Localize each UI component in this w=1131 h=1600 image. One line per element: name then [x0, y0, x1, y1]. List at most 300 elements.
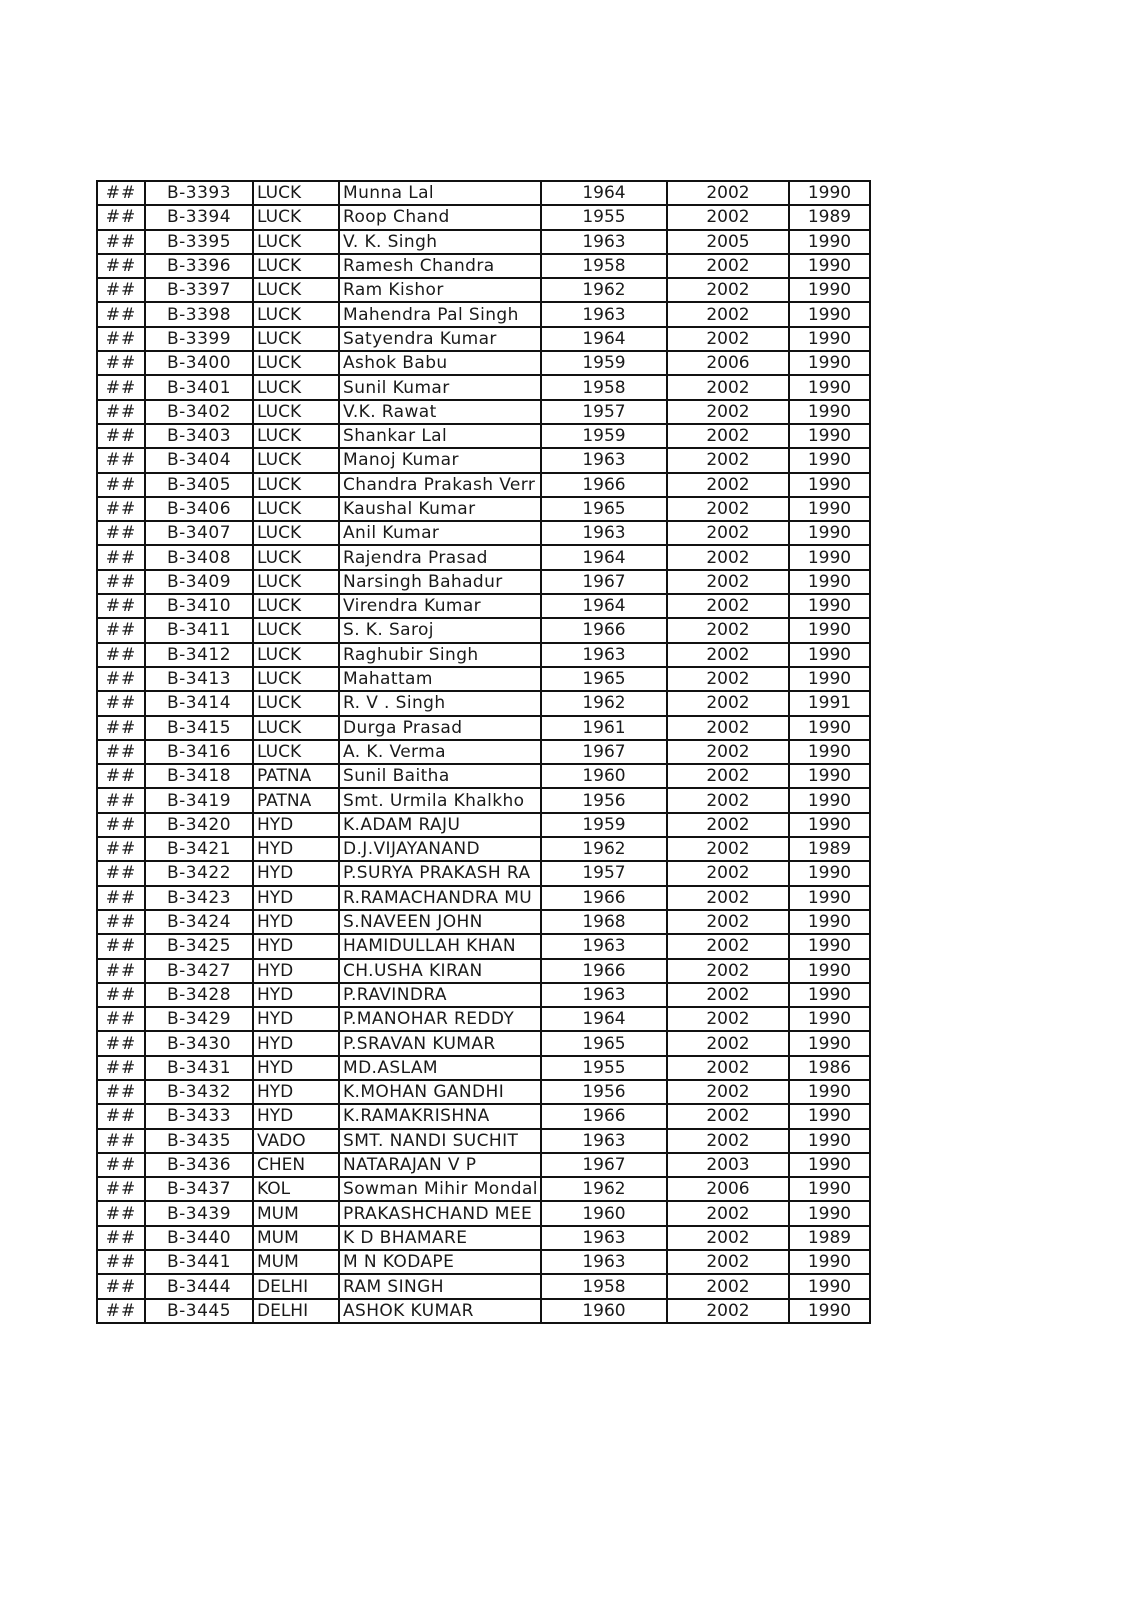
- row-marker: ##: [97, 473, 145, 497]
- year-cell: 2002: [667, 764, 789, 788]
- record-code: B-3416: [145, 740, 253, 764]
- table-row: [97, 1274, 870, 1298]
- year-cell: 1990: [789, 1129, 870, 1153]
- year-cell: 1966: [541, 473, 667, 497]
- year-cell: 2002: [667, 643, 789, 667]
- name-cell: K.RAMAKRISHNA: [339, 1104, 541, 1128]
- row-marker: ##: [97, 1031, 145, 1055]
- city-cell: LUCK: [253, 667, 339, 691]
- year-cell: 1958: [541, 254, 667, 278]
- row-marker: ##: [97, 1007, 145, 1031]
- year-cell: 2002: [667, 618, 789, 642]
- table-row: [97, 327, 870, 351]
- table-row: [97, 837, 870, 861]
- name-cell: Chandra Prakash Verr: [339, 473, 541, 497]
- city-cell: HYD: [253, 1104, 339, 1128]
- year-cell: 2002: [667, 788, 789, 812]
- name-cell: NATARAJAN V P: [339, 1153, 541, 1177]
- name-cell: Ramesh Chandra: [339, 254, 541, 278]
- record-code: B-3398: [145, 302, 253, 326]
- year-cell: 1990: [789, 594, 870, 618]
- city-cell: LUCK: [253, 181, 339, 205]
- year-cell: 1963: [541, 1226, 667, 1250]
- record-code: B-3404: [145, 448, 253, 472]
- name-cell: Manoj Kumar: [339, 448, 541, 472]
- city-cell: LUCK: [253, 400, 339, 424]
- table-row: [97, 959, 870, 983]
- record-code: B-3436: [145, 1153, 253, 1177]
- row-marker: ##: [97, 181, 145, 205]
- data-table: [96, 180, 871, 1324]
- name-cell: Kaushal Kumar: [339, 497, 541, 521]
- city-cell: LUCK: [253, 570, 339, 594]
- year-cell: 1990: [789, 545, 870, 569]
- row-marker: ##: [97, 691, 145, 715]
- year-cell: 1990: [789, 861, 870, 885]
- city-cell: HYD: [253, 1056, 339, 1080]
- row-marker: ##: [97, 230, 145, 254]
- year-cell: 2003: [667, 1153, 789, 1177]
- name-cell: CH.USHA KIRAN: [339, 959, 541, 983]
- row-marker: ##: [97, 910, 145, 934]
- record-code: B-3415: [145, 716, 253, 740]
- record-code: B-3393: [145, 181, 253, 205]
- year-cell: 2002: [667, 594, 789, 618]
- row-marker: ##: [97, 788, 145, 812]
- year-cell: 1990: [789, 910, 870, 934]
- name-cell: Ashok Babu: [339, 351, 541, 375]
- record-code: B-3409: [145, 570, 253, 594]
- name-cell: S.NAVEEN JOHN: [339, 910, 541, 934]
- table-row: [97, 788, 870, 812]
- row-marker: ##: [97, 570, 145, 594]
- year-cell: 1962: [541, 691, 667, 715]
- year-cell: 1990: [789, 1274, 870, 1298]
- record-code: B-3402: [145, 400, 253, 424]
- year-cell: 1990: [789, 1031, 870, 1055]
- row-marker: ##: [97, 327, 145, 351]
- year-cell: 1963: [541, 643, 667, 667]
- table-row: [97, 545, 870, 569]
- year-cell: 2002: [667, 740, 789, 764]
- year-cell: 1990: [789, 424, 870, 448]
- table-row: [97, 375, 870, 399]
- name-cell: Ram Kishor: [339, 278, 541, 302]
- year-cell: 2002: [667, 327, 789, 351]
- year-cell: 1962: [541, 278, 667, 302]
- year-cell: 2002: [667, 667, 789, 691]
- table-row: [97, 934, 870, 958]
- year-cell: 1990: [789, 983, 870, 1007]
- name-cell: PRAKASHCHAND MEE: [339, 1201, 541, 1225]
- year-cell: 2002: [667, 545, 789, 569]
- record-code: B-3394: [145, 205, 253, 229]
- name-cell: ASHOK KUMAR: [339, 1299, 541, 1323]
- record-code: B-3412: [145, 643, 253, 667]
- name-cell: R.RAMACHANDRA MU: [339, 886, 541, 910]
- table-row: [97, 1007, 870, 1031]
- record-code: B-3432: [145, 1080, 253, 1104]
- year-cell: 1955: [541, 205, 667, 229]
- year-cell: 1963: [541, 448, 667, 472]
- name-cell: K.MOHAN GANDHI: [339, 1080, 541, 1104]
- name-cell: P.MANOHAR REDDY: [339, 1007, 541, 1031]
- name-cell: P.SURYA PRAKASH RA: [339, 861, 541, 885]
- year-cell: 1990: [789, 813, 870, 837]
- year-cell: 1964: [541, 181, 667, 205]
- year-cell: 2002: [667, 1104, 789, 1128]
- year-cell: 1990: [789, 181, 870, 205]
- year-cell: 1990: [789, 764, 870, 788]
- row-marker: ##: [97, 1056, 145, 1080]
- table-row: [97, 1226, 870, 1250]
- city-cell: DELHI: [253, 1299, 339, 1323]
- table-row: [97, 691, 870, 715]
- year-cell: 1991: [789, 691, 870, 715]
- year-cell: 1990: [789, 740, 870, 764]
- record-code: B-3408: [145, 545, 253, 569]
- name-cell: M N KODAPE: [339, 1250, 541, 1274]
- year-cell: 2002: [667, 1080, 789, 1104]
- record-code: B-3444: [145, 1274, 253, 1298]
- year-cell: 1990: [789, 1250, 870, 1274]
- record-code: B-3401: [145, 375, 253, 399]
- table-row: [97, 351, 870, 375]
- name-cell: Sunil Kumar: [339, 375, 541, 399]
- row-marker: ##: [97, 959, 145, 983]
- table-row: [97, 1201, 870, 1225]
- table-row: [97, 254, 870, 278]
- record-code: B-3405: [145, 473, 253, 497]
- year-cell: 1957: [541, 861, 667, 885]
- city-cell: LUCK: [253, 327, 339, 351]
- year-cell: 2002: [667, 716, 789, 740]
- year-cell: 1966: [541, 959, 667, 983]
- year-cell: 1963: [541, 1129, 667, 1153]
- city-cell: CHEN: [253, 1153, 339, 1177]
- table-row: [97, 643, 870, 667]
- row-marker: ##: [97, 740, 145, 764]
- year-cell: 1989: [789, 1226, 870, 1250]
- name-cell: RAM SINGH: [339, 1274, 541, 1298]
- year-cell: 1956: [541, 1080, 667, 1104]
- table-row: [97, 594, 870, 618]
- year-cell: 2002: [667, 278, 789, 302]
- year-cell: 1989: [789, 205, 870, 229]
- year-cell: 1990: [789, 643, 870, 667]
- year-cell: 1959: [541, 351, 667, 375]
- city-cell: LUCK: [253, 205, 339, 229]
- year-cell: 1989: [789, 837, 870, 861]
- row-marker: ##: [97, 448, 145, 472]
- record-code: B-3424: [145, 910, 253, 934]
- table-row: [97, 813, 870, 837]
- year-cell: 1967: [541, 740, 667, 764]
- record-code: B-3397: [145, 278, 253, 302]
- record-code: B-3413: [145, 667, 253, 691]
- name-cell: V.K. Rawat: [339, 400, 541, 424]
- city-cell: MUM: [253, 1250, 339, 1274]
- city-cell: LUCK: [253, 740, 339, 764]
- name-cell: Sunil Baitha: [339, 764, 541, 788]
- year-cell: 1966: [541, 618, 667, 642]
- year-cell: 2006: [667, 1177, 789, 1201]
- city-cell: DELHI: [253, 1274, 339, 1298]
- table-row: [97, 278, 870, 302]
- table-row: [97, 205, 870, 229]
- record-code: B-3399: [145, 327, 253, 351]
- year-cell: 1967: [541, 570, 667, 594]
- record-code: B-3418: [145, 764, 253, 788]
- year-cell: 1986: [789, 1056, 870, 1080]
- year-cell: 2002: [667, 1007, 789, 1031]
- year-cell: 1990: [789, 1153, 870, 1177]
- row-marker: ##: [97, 618, 145, 642]
- table-body: [97, 181, 870, 1323]
- row-marker: ##: [97, 1226, 145, 1250]
- year-cell: 2002: [667, 497, 789, 521]
- record-code: B-3403: [145, 424, 253, 448]
- year-cell: 1990: [789, 302, 870, 326]
- table-row: [97, 1153, 870, 1177]
- record-code: B-3400: [145, 351, 253, 375]
- row-marker: ##: [97, 861, 145, 885]
- name-cell: Satyendra Kumar: [339, 327, 541, 351]
- table-row: [97, 448, 870, 472]
- table-row: [97, 983, 870, 1007]
- record-code: B-3414: [145, 691, 253, 715]
- record-code: B-3440: [145, 1226, 253, 1250]
- year-cell: 2002: [667, 1129, 789, 1153]
- name-cell: Sowman Mihir Mondal: [339, 1177, 541, 1201]
- table-row: [97, 400, 870, 424]
- year-cell: 1963: [541, 230, 667, 254]
- record-code: B-3411: [145, 618, 253, 642]
- row-marker: ##: [97, 716, 145, 740]
- year-cell: 1990: [789, 254, 870, 278]
- city-cell: HYD: [253, 1080, 339, 1104]
- name-cell: K.ADAM RAJU: [339, 813, 541, 837]
- row-marker: ##: [97, 545, 145, 569]
- table-row: [97, 861, 870, 885]
- year-cell: 2002: [667, 1201, 789, 1225]
- row-marker: ##: [97, 1104, 145, 1128]
- year-cell: 2002: [667, 1274, 789, 1298]
- record-code: B-3406: [145, 497, 253, 521]
- city-cell: LUCK: [253, 375, 339, 399]
- year-cell: 2002: [667, 959, 789, 983]
- city-cell: LUCK: [253, 594, 339, 618]
- year-cell: 1965: [541, 1031, 667, 1055]
- record-code: B-3419: [145, 788, 253, 812]
- name-cell: Anil Kumar: [339, 521, 541, 545]
- name-cell: P.RAVINDRA: [339, 983, 541, 1007]
- row-marker: ##: [97, 1129, 145, 1153]
- row-marker: ##: [97, 351, 145, 375]
- year-cell: 1967: [541, 1153, 667, 1177]
- year-cell: 1957: [541, 400, 667, 424]
- city-cell: LUCK: [253, 473, 339, 497]
- year-cell: 1990: [789, 667, 870, 691]
- year-cell: 1962: [541, 1177, 667, 1201]
- year-cell: 1964: [541, 327, 667, 351]
- table-row: [97, 1129, 870, 1153]
- record-code: B-3439: [145, 1201, 253, 1225]
- row-marker: ##: [97, 278, 145, 302]
- year-cell: 1990: [789, 788, 870, 812]
- year-cell: 2002: [667, 205, 789, 229]
- city-cell: LUCK: [253, 618, 339, 642]
- name-cell: Raghubir Singh: [339, 643, 541, 667]
- row-marker: ##: [97, 302, 145, 326]
- city-cell: KOL: [253, 1177, 339, 1201]
- row-marker: ##: [97, 375, 145, 399]
- year-cell: 1990: [789, 570, 870, 594]
- row-marker: ##: [97, 1299, 145, 1323]
- name-cell: Shankar Lal: [339, 424, 541, 448]
- city-cell: PATNA: [253, 788, 339, 812]
- year-cell: 1990: [789, 1080, 870, 1104]
- record-code: B-3421: [145, 837, 253, 861]
- year-cell: 2002: [667, 934, 789, 958]
- city-cell: LUCK: [253, 545, 339, 569]
- row-marker: ##: [97, 497, 145, 521]
- name-cell: Narsingh Bahadur: [339, 570, 541, 594]
- table-row: [97, 1080, 870, 1104]
- year-cell: 2002: [667, 837, 789, 861]
- year-cell: 1990: [789, 934, 870, 958]
- record-code: B-3422: [145, 861, 253, 885]
- city-cell: HYD: [253, 837, 339, 861]
- row-marker: ##: [97, 934, 145, 958]
- table-row: [97, 716, 870, 740]
- year-cell: 2002: [667, 1250, 789, 1274]
- city-cell: LUCK: [253, 302, 339, 326]
- year-cell: 1956: [541, 788, 667, 812]
- year-cell: 1990: [789, 351, 870, 375]
- year-cell: 2002: [667, 910, 789, 934]
- year-cell: 1959: [541, 813, 667, 837]
- record-code: B-3429: [145, 1007, 253, 1031]
- record-code: B-3396: [145, 254, 253, 278]
- record-code: B-3410: [145, 594, 253, 618]
- city-cell: HYD: [253, 886, 339, 910]
- year-cell: 1990: [789, 473, 870, 497]
- year-cell: 2002: [667, 448, 789, 472]
- city-cell: LUCK: [253, 254, 339, 278]
- table-row: [97, 230, 870, 254]
- record-code: B-3437: [145, 1177, 253, 1201]
- table-row: [97, 1104, 870, 1128]
- year-cell: 1965: [541, 667, 667, 691]
- city-cell: LUCK: [253, 230, 339, 254]
- year-cell: 1963: [541, 1250, 667, 1274]
- row-marker: ##: [97, 205, 145, 229]
- name-cell: S. K. Saroj: [339, 618, 541, 642]
- row-marker: ##: [97, 1201, 145, 1225]
- row-marker: ##: [97, 254, 145, 278]
- record-code: B-3407: [145, 521, 253, 545]
- name-cell: SMT. NANDI SUCHIT: [339, 1129, 541, 1153]
- year-cell: 2002: [667, 1031, 789, 1055]
- year-cell: 2002: [667, 1226, 789, 1250]
- year-cell: 1955: [541, 1056, 667, 1080]
- row-marker: ##: [97, 424, 145, 448]
- year-cell: 1990: [789, 375, 870, 399]
- row-marker: ##: [97, 1177, 145, 1201]
- year-cell: 2002: [667, 400, 789, 424]
- record-code: B-3427: [145, 959, 253, 983]
- year-cell: 1963: [541, 521, 667, 545]
- row-marker: ##: [97, 521, 145, 545]
- name-cell: V. K. Singh: [339, 230, 541, 254]
- table-row: [97, 473, 870, 497]
- year-cell: 1966: [541, 1104, 667, 1128]
- name-cell: Mahendra Pal Singh: [339, 302, 541, 326]
- year-cell: 2002: [667, 375, 789, 399]
- name-cell: Munna Lal: [339, 181, 541, 205]
- year-cell: 2002: [667, 886, 789, 910]
- name-cell: Durga Prasad: [339, 716, 541, 740]
- table-row: [97, 181, 870, 205]
- city-cell: LUCK: [253, 448, 339, 472]
- table-row: [97, 910, 870, 934]
- name-cell: Mahattam: [339, 667, 541, 691]
- row-marker: ##: [97, 400, 145, 424]
- record-code: B-3431: [145, 1056, 253, 1080]
- year-cell: 1961: [541, 716, 667, 740]
- record-code: B-3435: [145, 1129, 253, 1153]
- year-cell: 2005: [667, 230, 789, 254]
- record-code: B-3395: [145, 230, 253, 254]
- record-code: B-3433: [145, 1104, 253, 1128]
- year-cell: 2002: [667, 424, 789, 448]
- record-code: B-3445: [145, 1299, 253, 1323]
- record-code: B-3425: [145, 934, 253, 958]
- city-cell: LUCK: [253, 643, 339, 667]
- year-cell: 2002: [667, 570, 789, 594]
- table-row: [97, 570, 870, 594]
- city-cell: MUM: [253, 1201, 339, 1225]
- year-cell: 1990: [789, 716, 870, 740]
- year-cell: 1962: [541, 837, 667, 861]
- year-cell: 1964: [541, 1007, 667, 1031]
- row-marker: ##: [97, 1153, 145, 1177]
- city-cell: MUM: [253, 1226, 339, 1250]
- city-cell: HYD: [253, 861, 339, 885]
- row-marker: ##: [97, 1250, 145, 1274]
- city-cell: LUCK: [253, 351, 339, 375]
- year-cell: 1990: [789, 618, 870, 642]
- table-row: [97, 764, 870, 788]
- year-cell: 2002: [667, 181, 789, 205]
- table-row: [97, 1299, 870, 1323]
- year-cell: 1964: [541, 545, 667, 569]
- name-cell: Roop Chand: [339, 205, 541, 229]
- name-cell: Virendra Kumar: [339, 594, 541, 618]
- year-cell: 2002: [667, 1056, 789, 1080]
- table-row: [97, 424, 870, 448]
- year-cell: 1990: [789, 448, 870, 472]
- row-marker: ##: [97, 983, 145, 1007]
- year-cell: 1990: [789, 959, 870, 983]
- year-cell: 1990: [789, 1007, 870, 1031]
- year-cell: 1990: [789, 521, 870, 545]
- name-cell: A. K. Verma: [339, 740, 541, 764]
- row-marker: ##: [97, 667, 145, 691]
- year-cell: 1990: [789, 230, 870, 254]
- name-cell: MD.ASLAM: [339, 1056, 541, 1080]
